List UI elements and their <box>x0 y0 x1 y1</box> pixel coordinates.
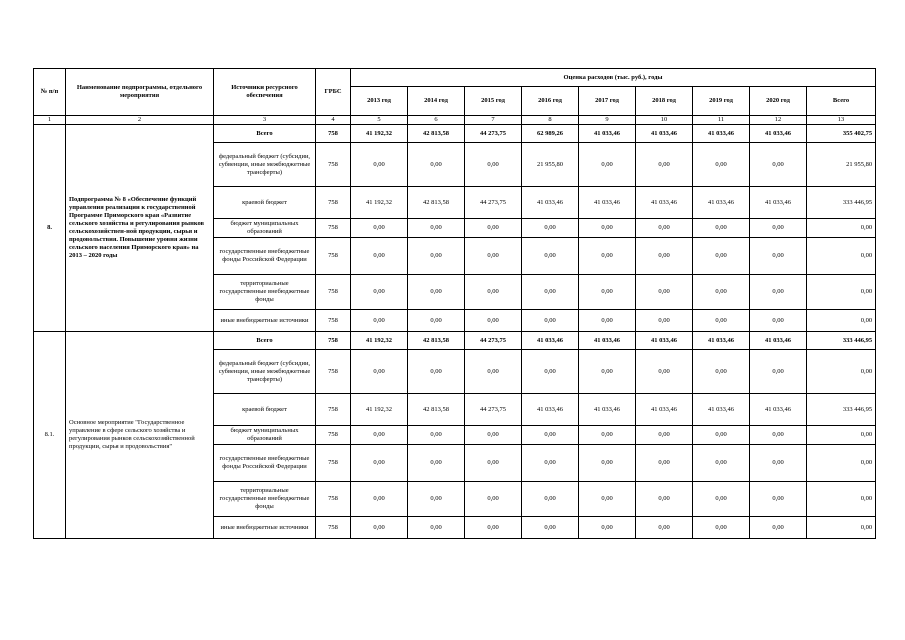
year-value: 0,00 <box>636 426 693 445</box>
year-value: 0,00 <box>579 445 636 482</box>
header-year: 2019 год <box>693 87 750 116</box>
year-value: 0,00 <box>465 238 522 275</box>
total-value: 21 955,80 <box>807 143 876 187</box>
year-value: 0,00 <box>465 517 522 539</box>
funding-source: иные внебюджетные источники <box>214 517 316 539</box>
year-value: 41 033,46 <box>693 394 750 426</box>
year-value: 0,00 <box>408 219 465 238</box>
funding-source: территориальные государственные внебюджетные фонды <box>214 482 316 517</box>
year-value: 0,00 <box>522 219 579 238</box>
total-value: 0,00 <box>807 238 876 275</box>
year-value: 0,00 <box>750 517 807 539</box>
year-value: 0,00 <box>408 350 465 394</box>
year-value: 41 033,46 <box>750 125 807 143</box>
year-value: 0,00 <box>579 143 636 187</box>
year-value: 0,00 <box>579 238 636 275</box>
total-value: 0,00 <box>807 275 876 310</box>
year-value: 0,00 <box>522 426 579 445</box>
funding-source: бюджет муниципальных образований <box>214 219 316 238</box>
year-value: 0,00 <box>579 310 636 332</box>
year-value: 0,00 <box>693 275 750 310</box>
header-year: 2013 год <box>351 87 408 116</box>
year-value: 0,00 <box>750 238 807 275</box>
document-page <box>33 68 876 539</box>
year-value: 0,00 <box>408 426 465 445</box>
grbs-code: 758 <box>316 350 351 394</box>
year-value: 0,00 <box>522 238 579 275</box>
grbs-code: 758 <box>316 275 351 310</box>
year-value: 41 033,46 <box>750 332 807 350</box>
expenses-table <box>33 68 876 539</box>
funding-source: государственные внебюджетные фонды Российской Федерации <box>214 445 316 482</box>
year-value: 21 955,80 <box>522 143 579 187</box>
header-year: 2016 год <box>522 87 579 116</box>
year-value: 0,00 <box>750 482 807 517</box>
year-value: 42 813,58 <box>408 394 465 426</box>
year-value: 41 192,32 <box>351 187 408 219</box>
year-value: 0,00 <box>636 482 693 517</box>
total-value: 0,00 <box>807 350 876 394</box>
year-value: 0,00 <box>693 517 750 539</box>
total-value: 0,00 <box>807 426 876 445</box>
year-value: 42 813,58 <box>408 125 465 143</box>
year-value: 42 813,58 <box>408 187 465 219</box>
year-value: 41 033,46 <box>636 187 693 219</box>
year-value: 0,00 <box>579 517 636 539</box>
grbs-code: 758 <box>316 238 351 275</box>
year-value: 44 273,75 <box>465 125 522 143</box>
funding-source: краевой бюджет <box>214 394 316 426</box>
year-value: 0,00 <box>579 350 636 394</box>
funding-source: территориальные государственные внебюджетные фонды <box>214 275 316 310</box>
year-value: 0,00 <box>408 238 465 275</box>
year-value: 0,00 <box>465 445 522 482</box>
year-value: 41 033,46 <box>579 187 636 219</box>
year-value: 0,00 <box>636 219 693 238</box>
year-value: 0,00 <box>750 275 807 310</box>
year-value: 41 033,46 <box>750 187 807 219</box>
grbs-code: 758 <box>316 332 351 350</box>
total-value: 0,00 <box>807 517 876 539</box>
column-number: 4 <box>316 116 351 125</box>
year-value: 0,00 <box>351 426 408 445</box>
total-value: 0,00 <box>807 445 876 482</box>
year-value: 0,00 <box>579 482 636 517</box>
year-value: 0,00 <box>579 219 636 238</box>
year-value: 44 273,75 <box>465 394 522 426</box>
year-value: 0,00 <box>636 310 693 332</box>
column-number: 5 <box>351 116 408 125</box>
year-value: 62 989,26 <box>522 125 579 143</box>
year-value: 0,00 <box>750 426 807 445</box>
year-value: 44 273,75 <box>465 332 522 350</box>
funding-source: иные внебюджетные источники <box>214 310 316 332</box>
header-year: 2014 год <box>408 87 465 116</box>
funding-source: бюджет муниципальных образований <box>214 426 316 445</box>
grbs-code: 758 <box>316 394 351 426</box>
year-value: 0,00 <box>522 445 579 482</box>
funding-source: краевой бюджет <box>214 187 316 219</box>
year-value: 0,00 <box>693 238 750 275</box>
year-value: 0,00 <box>522 517 579 539</box>
year-value: 0,00 <box>579 275 636 310</box>
year-value: 0,00 <box>351 275 408 310</box>
year-value: 0,00 <box>693 426 750 445</box>
year-value: 41 192,32 <box>351 332 408 350</box>
row-name: Основное мероприятие "Государственное управление в сфере сельского хозяйства и регулирования рынков сельскохозяйственной продукции, сырья и продовольствия" <box>66 332 214 539</box>
column-number: 3 <box>214 116 316 125</box>
year-value: 0,00 <box>465 275 522 310</box>
year-value: 0,00 <box>522 350 579 394</box>
year-value: 0,00 <box>636 445 693 482</box>
total-value: 0,00 <box>807 482 876 517</box>
year-value: 41 033,46 <box>522 332 579 350</box>
year-value: 44 273,75 <box>465 187 522 219</box>
row-number: 8. <box>34 125 66 332</box>
column-number: 7 <box>465 116 522 125</box>
year-value: 41 033,46 <box>579 332 636 350</box>
year-value: 0,00 <box>693 219 750 238</box>
year-value: 0,00 <box>693 143 750 187</box>
year-value: 0,00 <box>408 445 465 482</box>
year-value: 0,00 <box>408 275 465 310</box>
year-value: 0,00 <box>750 143 807 187</box>
header-estimate: Оценка расходов (тыс. руб.), годы <box>351 69 876 87</box>
row-number: 8.1. <box>34 332 66 539</box>
header-year: 2018 год <box>636 87 693 116</box>
year-value: 0,00 <box>636 350 693 394</box>
grbs-code: 758 <box>316 187 351 219</box>
funding-source: федеральный бюджет (субсидии, субвенции, иные межбюджетные трансферты) <box>214 350 316 394</box>
column-number: 1 <box>34 116 66 125</box>
column-number: 2 <box>66 116 214 125</box>
column-number: 9 <box>579 116 636 125</box>
year-value: 0,00 <box>465 143 522 187</box>
year-value: 41 033,46 <box>693 125 750 143</box>
year-value: 0,00 <box>522 482 579 517</box>
year-value: 0,00 <box>636 143 693 187</box>
year-value: 0,00 <box>408 517 465 539</box>
grbs-code: 758 <box>316 125 351 143</box>
year-value: 0,00 <box>465 219 522 238</box>
year-value: 0,00 <box>636 275 693 310</box>
year-value: 42 813,58 <box>408 332 465 350</box>
funding-source: федеральный бюджет (субсидии, субвенции, иные межбюджетные трансферты) <box>214 143 316 187</box>
year-value: 41 192,32 <box>351 394 408 426</box>
year-value: 0,00 <box>351 445 408 482</box>
total-value: 0,00 <box>807 219 876 238</box>
header-grbs: ГРБС <box>316 69 351 116</box>
year-value: 41 033,46 <box>522 187 579 219</box>
column-number: 13 <box>807 116 876 125</box>
total-value: 333 446,95 <box>807 332 876 350</box>
year-value: 0,00 <box>693 350 750 394</box>
row-name: Подпрограмма № 8 «Обеспечение функций управления реализации к государственной Программе Приморского края «Развитие сельского хозяйства и регулирования рынков сельскохозяйствен-ной продукции, сырья и продовольствия. Повышение уровня жизни сельского населения Приморского края» на 2013 – 2020 годы <box>66 125 214 332</box>
year-value: 41 033,46 <box>636 332 693 350</box>
grbs-code: 758 <box>316 219 351 238</box>
grbs-code: 758 <box>316 310 351 332</box>
funding-source: Всего <box>214 125 316 143</box>
column-number: 6 <box>408 116 465 125</box>
column-number: 10 <box>636 116 693 125</box>
year-value: 0,00 <box>579 426 636 445</box>
header-name: Наименование подпрограммы, отдельного мероприятия <box>66 69 214 116</box>
grbs-code: 758 <box>316 143 351 187</box>
header-year: 2017 год <box>579 87 636 116</box>
year-value: 0,00 <box>351 482 408 517</box>
column-number: 12 <box>750 116 807 125</box>
year-value: 41 033,46 <box>750 394 807 426</box>
year-value: 0,00 <box>351 219 408 238</box>
year-value: 0,00 <box>408 310 465 332</box>
year-value: 41 033,46 <box>579 394 636 426</box>
year-value: 0,00 <box>750 310 807 332</box>
year-value: 0,00 <box>693 310 750 332</box>
year-value: 0,00 <box>465 350 522 394</box>
year-value: 0,00 <box>408 482 465 517</box>
year-value: 0,00 <box>636 238 693 275</box>
header-year: 2020 год <box>750 87 807 116</box>
year-value: 0,00 <box>465 482 522 517</box>
year-value: 0,00 <box>750 445 807 482</box>
year-value: 0,00 <box>693 445 750 482</box>
year-value: 41 033,46 <box>693 187 750 219</box>
column-number: 8 <box>522 116 579 125</box>
grbs-code: 758 <box>316 517 351 539</box>
year-value: 41 033,46 <box>579 125 636 143</box>
year-value: 41 033,46 <box>636 394 693 426</box>
year-value: 41 192,32 <box>351 125 408 143</box>
grbs-code: 758 <box>316 426 351 445</box>
total-value: 333 446,95 <box>807 394 876 426</box>
header-source: Источники ресурсного обеспечения <box>214 69 316 116</box>
year-value: 0,00 <box>408 143 465 187</box>
table-row <box>34 125 876 143</box>
year-value: 0,00 <box>750 350 807 394</box>
year-value: 0,00 <box>750 219 807 238</box>
year-value: 0,00 <box>693 482 750 517</box>
year-value: 0,00 <box>351 238 408 275</box>
year-value: 0,00 <box>351 310 408 332</box>
column-numbers-row <box>34 116 876 125</box>
year-value: 0,00 <box>351 143 408 187</box>
year-value: 0,00 <box>351 350 408 394</box>
year-value: 41 033,46 <box>522 394 579 426</box>
grbs-code: 758 <box>316 482 351 517</box>
header-row-1 <box>34 69 876 87</box>
total-value: 0,00 <box>807 310 876 332</box>
year-value: 0,00 <box>636 517 693 539</box>
table-row <box>34 332 876 350</box>
year-value: 0,00 <box>351 517 408 539</box>
year-value: 41 033,46 <box>636 125 693 143</box>
header-total: Всего <box>807 87 876 116</box>
year-value: 0,00 <box>465 310 522 332</box>
total-value: 333 446,95 <box>807 187 876 219</box>
header-num: № п/п <box>34 69 66 116</box>
year-value: 0,00 <box>522 310 579 332</box>
year-value: 41 033,46 <box>693 332 750 350</box>
funding-source: Всего <box>214 332 316 350</box>
total-value: 355 402,75 <box>807 125 876 143</box>
funding-source: государственные внебюджетные фонды Российской Федерации <box>214 238 316 275</box>
header-year: 2015 год <box>465 87 522 116</box>
column-number: 11 <box>693 116 750 125</box>
year-value: 0,00 <box>522 275 579 310</box>
grbs-code: 758 <box>316 445 351 482</box>
year-value: 0,00 <box>465 426 522 445</box>
